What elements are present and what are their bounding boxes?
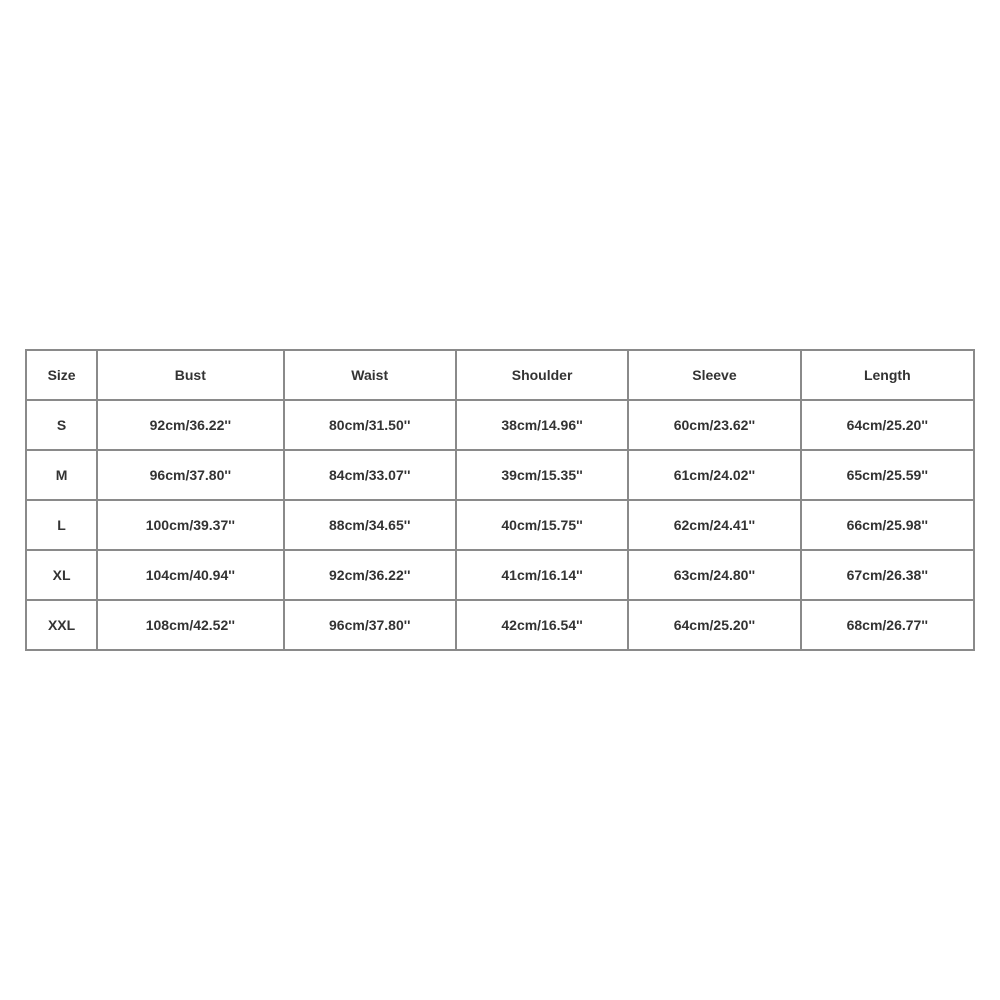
header-waist: Waist: [284, 350, 456, 400]
table-row: [26, 500, 974, 550]
cell-size: M: [26, 450, 97, 500]
table-row: [26, 400, 974, 450]
cell-sleeve: 60cm/23.62'': [628, 400, 800, 450]
cell-length: 68cm/26.77'': [801, 600, 974, 650]
size-chart-table: [25, 349, 975, 651]
cell-waist: 96cm/37.80'': [284, 600, 456, 650]
table-row: [26, 600, 974, 650]
cell-bust: 92cm/36.22'': [97, 400, 283, 450]
cell-length: 64cm/25.20'': [801, 400, 974, 450]
header-sleeve: Sleeve: [628, 350, 800, 400]
cell-waist: 88cm/34.65'': [284, 500, 456, 550]
header-row: [26, 350, 974, 400]
cell-length: 66cm/25.98'': [801, 500, 974, 550]
cell-size: XXL: [26, 600, 97, 650]
table-row: [26, 450, 974, 500]
cell-sleeve: 64cm/25.20'': [628, 600, 800, 650]
cell-waist: 84cm/33.07'': [284, 450, 456, 500]
header-length: Length: [801, 350, 974, 400]
cell-bust: 96cm/37.80'': [97, 450, 283, 500]
cell-bust: 100cm/39.37'': [97, 500, 283, 550]
cell-length: 65cm/25.59'': [801, 450, 974, 500]
cell-shoulder: 41cm/16.14'': [456, 550, 628, 600]
cell-shoulder: 38cm/14.96'': [456, 400, 628, 450]
header-size: Size: [26, 350, 97, 400]
header-bust: Bust: [97, 350, 283, 400]
cell-waist: 92cm/36.22'': [284, 550, 456, 600]
cell-length: 67cm/26.38'': [801, 550, 974, 600]
cell-shoulder: 39cm/15.35'': [456, 450, 628, 500]
cell-sleeve: 63cm/24.80'': [628, 550, 800, 600]
cell-shoulder: 40cm/15.75'': [456, 500, 628, 550]
cell-bust: 108cm/42.52'': [97, 600, 283, 650]
cell-waist: 80cm/31.50'': [284, 400, 456, 450]
cell-size: S: [26, 400, 97, 450]
cell-size: XL: [26, 550, 97, 600]
cell-shoulder: 42cm/16.54'': [456, 600, 628, 650]
cell-sleeve: 62cm/24.41'': [628, 500, 800, 550]
table-row: [26, 550, 974, 600]
cell-bust: 104cm/40.94'': [97, 550, 283, 600]
cell-sleeve: 61cm/24.02'': [628, 450, 800, 500]
cell-size: L: [26, 500, 97, 550]
header-shoulder: Shoulder: [456, 350, 628, 400]
